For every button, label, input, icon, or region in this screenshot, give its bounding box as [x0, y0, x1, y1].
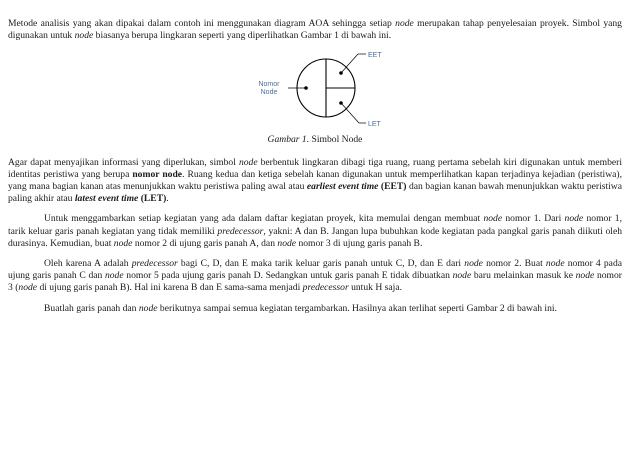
paragraph-2: [8, 157, 622, 206]
p2-text-h: dan bagian kanan bawah menunjukkan waktu peristiwa paling akhir atau: [8, 181, 622, 205]
p4-text-c: bagi C, D, dan E maka tarik keluar garis panah untuk C, D, dan E dari: [177, 258, 465, 270]
p2-term-eet: earliest event time: [306, 181, 379, 193]
p4-term-node-5: node: [575, 270, 595, 282]
figure-caption: [8, 134, 622, 146]
label-nomor: Nomor: [258, 81, 280, 89]
caption-text: Simbol Node: [309, 134, 363, 146]
label-eet: EET: [368, 52, 382, 60]
intro-text-3: biasanya berupa lingkaran seperti yang diperlihatkan Gambar 1 di bawah ini.: [93, 30, 392, 42]
p4-text-o: di ujung garis panah B). Hal ini karena B dan E sama-sama menjadi: [37, 282, 303, 294]
p2-term-let: latest event time: [74, 193, 139, 205]
p3-text-c: nomor 1. Dari: [502, 213, 565, 225]
p4-text-i: nomor 5 pada ujung garis panah D. Sedangkan untuk garis panah E tidak dibuatkan: [123, 270, 453, 282]
p4-text-k: baru melainkan masuk ke: [471, 270, 576, 282]
paragraph-3: [8, 213, 622, 250]
p4-text-a: Oleh karena A adalah: [44, 258, 132, 270]
p2-text-e: . Ruang kedua dan ketiga sebelah kanan digunakan untuk memperlihatkan kapan terjadinya kejadian (peristiwa), yang mana bagian kanan atas menunjukkan waktu peristiwa paling awal atau: [8, 168, 622, 193]
intro-term-node: node: [395, 18, 414, 29]
p3-text-a: Untuk menggambarkan setiap kegiatan yang ada dalam daftar kegiatan proyek, kita memulai dengan membuat: [44, 213, 484, 225]
document-page: [8, 18, 622, 315]
let-leader-1: [341, 103, 359, 123]
paragraph-4: [8, 258, 622, 295]
p5-text-a: Buatlah garis panah dan: [44, 302, 139, 314]
p3-text-k: nomor 3 di ujung garis panah B.: [296, 237, 423, 249]
p4-term-node-1: node: [464, 258, 483, 270]
p2-term-nomor-node: nomor node: [132, 168, 183, 180]
p4-text-g: nomor 4 pada ujung garis panah C dan: [8, 258, 623, 282]
p4-term-node-3: node: [104, 270, 124, 282]
intro-paragraph: [8, 18, 622, 42]
p3-term-node-1: node: [483, 213, 503, 225]
p2-text-a: Agar dapat menyajikan informasi yang diperlukan, simbol: [8, 156, 239, 168]
caption-label: Gambar 1.: [267, 134, 310, 146]
p2-abbr-let: (LET): [138, 193, 167, 205]
p2-text-c: berbentuk lingkaran dibagi tiga ruang, ruang pertama sebelah kiri digunakan untuk memberi identitas peristiwa yang berupa: [8, 156, 622, 180]
p3-term-node-2: node: [564, 213, 584, 225]
p3-text-i: nomor 2 di ujung garis panah A, dan: [132, 237, 278, 249]
p2-text-k: .: [166, 193, 169, 205]
intro-text-2: merupakan tahap penyelesaian proyek. Simbol yang digunakan untuk: [8, 18, 622, 42]
p2-abbr-eet: (EET): [378, 181, 407, 193]
p4-term-node-4: node: [452, 270, 472, 282]
p3-term-node-4: node: [277, 237, 297, 249]
p2-term-node: node: [238, 156, 258, 168]
label-node: Node: [260, 89, 278, 97]
paragraph-5: [8, 303, 622, 315]
p3-term-node-3: node: [113, 237, 133, 249]
p3-text-e: nomor 1, tarik keluar garis panah kegiatan yang tidak memiliki: [8, 213, 622, 237]
intro-term-node-2: node: [74, 30, 94, 42]
p4-term-node-2: node: [545, 258, 565, 270]
p3-term-predecessor: predecessor: [217, 225, 264, 237]
node-symbol-diagram: [8, 46, 622, 132]
p4-text-e: nomor 2. Buat: [482, 258, 546, 270]
p4-term-predecessor-1: predecessor: [131, 258, 178, 270]
p5-text-c: berikutnya sampai semua kegiatan tergambarkan. Hasilnya akan terlihat seperti Gambar 2 di bawah ini.: [157, 302, 557, 314]
figure-node-symbol: [8, 46, 622, 132]
p4-term-predecessor-2: predecessor: [302, 282, 349, 294]
p5-term-node: node: [138, 302, 158, 314]
p3-text-g: , yakni: A dan B. Jangan lupa bubuhkan kode kegiatan pada pangkal garis panah diikuti oleh durasinya. Kemudian, buat: [8, 225, 622, 249]
p4-text-q: untuk H saja.: [348, 282, 402, 294]
label-let: LET: [368, 121, 381, 129]
intro-text-1: Metode analisis yang akan dipakai dalam contoh ini menggunakan diagram AOA sehingga setiap: [8, 18, 396, 29]
p4-text-m: nomor 3 (: [8, 270, 622, 294]
p4-term-node-6: node: [18, 282, 38, 294]
